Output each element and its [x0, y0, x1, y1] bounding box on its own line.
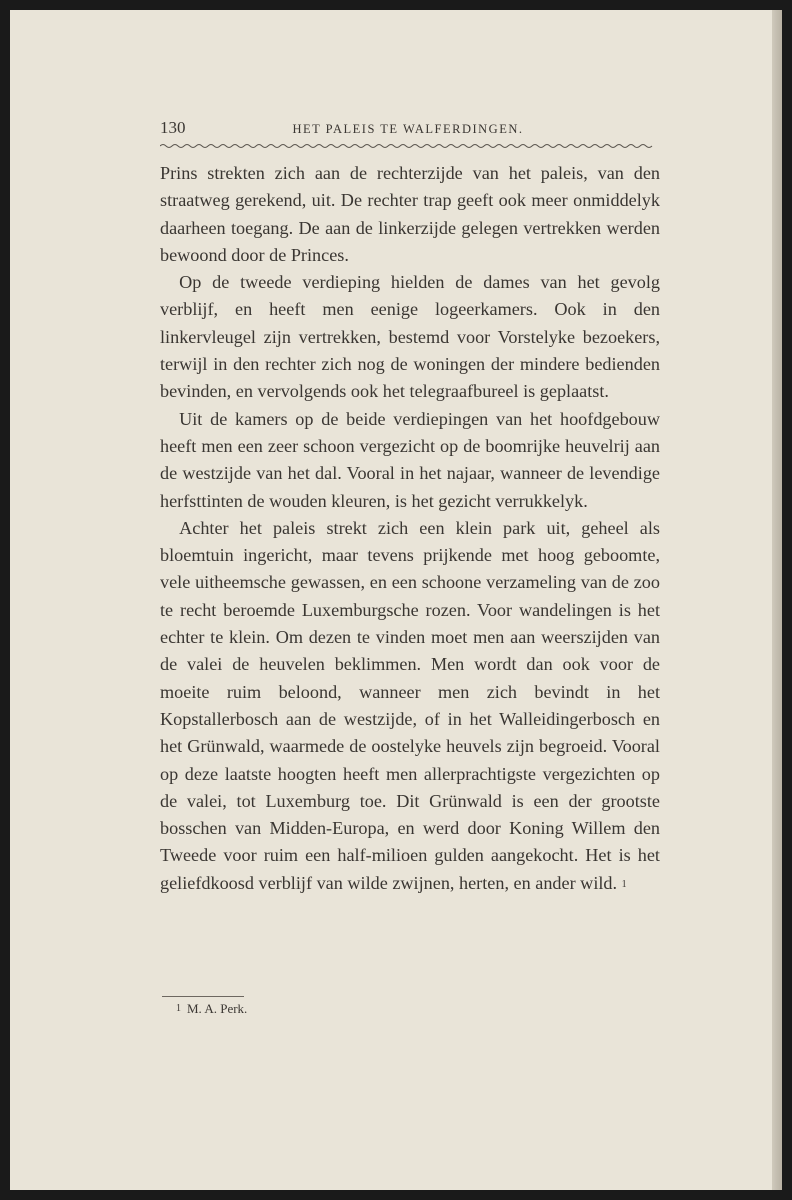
book-page	[10, 10, 782, 1190]
footnote-text: M. A. Perk.	[187, 1001, 248, 1016]
footnote-reference: 1	[621, 878, 627, 890]
body-text	[160, 160, 660, 898]
footnote-marker: 1	[176, 1003, 181, 1014]
paragraph-text: Achter het paleis strekt zich een klein park uit, geheel als bloemtuin ingericht, maar tevens prijkende met hoog geboomte, vele uitheemsche gewassen, en een schoone verzameling van de zoo te recht beroemde Luxemburgsche rozen. Voor wandelingen is het echter te klein. Om dezen te vinden moet men aan weerszijden van de valei de heuvelen beklimmen. Men wordt dan ook voor de moeite ruim beloond, wanneer men zich bevindt in het Kopstallerbosch aan de westzijde, of in het Walleidingerbosch en het Grünwald, waarmede de oostelyke heuvels zijn begroeid. Vooral op deze laatste hoogten heeft men allerprachtigste vergezichten op de valei, tot Luxemburg toe. Dit Grünwald is een der grootste bosschen van Midden-Europa, en werd door Koning Willem den Tweede voor ruim een half-milioen gulden aangekocht. Het is het geliefdkoosd verblijf van wilde zwijnen, herten, en ander wild.	[160, 517, 660, 893]
page-header	[160, 118, 656, 142]
paragraph-last	[160, 515, 660, 898]
page-edge	[772, 10, 782, 1190]
paragraph: Prins strekten zich aan de rechterzijde van het paleis, van den straatweg gerekend, uit. De rechter trap geeft ook meer onmiddelyk daarheen toegang. De aan de linkerzijde gelegen vertrekken werden bewoond door de Princes.	[160, 163, 660, 265]
footnote-rule	[162, 996, 244, 997]
footnote	[176, 1001, 247, 1017]
paragraph: Uit de kamers op de beide verdiepingen van het hoofdgebouw heeft men een zeer schoon vergezicht op de boomrijke heuvelrij aan de westzijde van het dal. Vooral in het najaar, wanneer de levendige herfsttinten de wouden kleuren, is het gezicht verrukkelyk.	[160, 408, 660, 511]
running-title: HET PALEIS TE WALFERDINGEN.	[292, 122, 524, 136]
header-rule	[160, 143, 656, 149]
paragraph: Op de tweede verdieping hielden de dames van het gevolg verblijf, en heeft men eenige logeerkamers. Ook in den linkervleugel zijn vertrekken, bestemd voor Vorstelyke bezoekers, terwijl in den rechter zich nog de woningen der mindere bedienden bevinden, en vervolgends ook het telegraafbureel is geplaatst.	[160, 272, 660, 402]
page-number: 130	[160, 118, 186, 137]
